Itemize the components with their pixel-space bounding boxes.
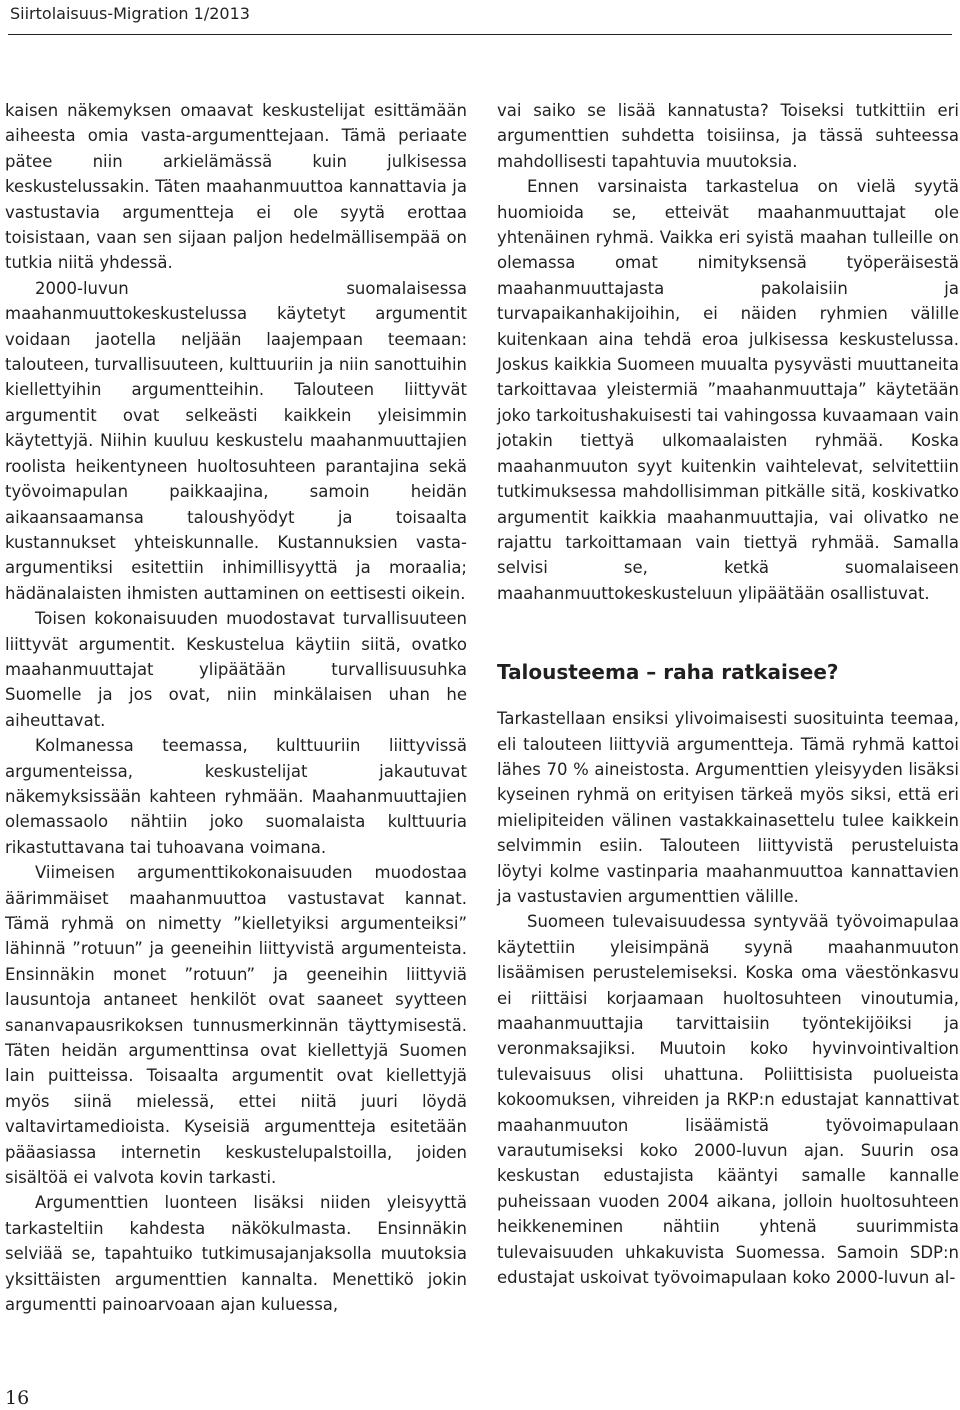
body-paragraph: Viimeisen argumenttikokonaisuuden muodostaa äärimmäiset maahanmuuttoa vastustavat kannat. Tämä ryhmä on nimetty ”kielletyiksi argumenteiksi” lähinnä ”rotuun” ja geeneihin liittyvistä argumenteista. Ensinnäkin monet ”rotuun” ja geeneihin liittyviä lausuntoja antaneet henkilöt ovat saaneet syytteen sananvapausrikoksen tunnusmerkinnän täyttymisestä. Täten heidän argumenttinsa ovat kiellettyjä Suomen lain puitteissa. Toisaalta argumentit ovat kiellettyjä myös siinä mielessä, ettei niitä juuri löydä valtavirtamedioista. Kyseisiä argumentteja esitetään pääasiassa internetin keskustelupalstoilla, joiden sisältöä ei valvota kovin tarkasti. bbox=[5, 863, 467, 1188]
body-paragraph: Suomeen tulevaisuudessa syntyvää työvoimapulaa käytettiin yleisimpänä syynä maahanmuuton lisäämisen perustelemiseksi. Koska oma väestönkasvu ei riittäisi korjaamaan huoltosuhteen vinoutumia, maahanmuuttajia tarvittaisiin työntekijöiksi ja veronmaksajiksi. Muutoin koko hyvinvointivaltion tulevaisuus olisi uhattuna. Poliittisista puolueista kokoomuksen, vihreiden ja RKP:n edustajat kannattivat maahanmuuton lisäämistä työvoimapulaan varautumiseksi koko 2000-luvun ajan. Suurin osa keskustan edustajista kääntyi samalle kannalle puheissaan vuoden 2004 aikana, jolloin huoltosuhteen heikkeneminen nähtiin yhtenä suurimmista tulevaisuuden uhkakuvista Suomessa. Samoin SDP:n edustajat uskoivat työvoimapulaan koko 2000-luvun al- bbox=[497, 912, 959, 1288]
right-column bbox=[497, 98, 959, 1290]
body-paragraph: Toisen kokonaisuuden muodostavat turvallisuuteen liittyvät argumentit. Keskustelua käytiin siitä, ovatko maahanmuuttajat ylipäätään turvallisuusuhka Suomelle ja jos ovat, niin minkälaisen uhan he aiheuttavat. bbox=[5, 609, 467, 730]
body-paragraph: Argumenttien luonteen lisäksi niiden yleisyyttä tarkasteltiin kahdesta näkökulmasta. Ensinnäkin selviää se, tapahtuiko tutkimusajanjaksolla muutoksia yksittäisten argumenttien kannalta. Menettikö jokin argumentti painoarvoaan ajan kuluessa, bbox=[5, 1193, 467, 1315]
section-heading: Talousteema – raha ratkaisee? bbox=[497, 660, 839, 685]
journal-title: Siirtolaisuus-Migration 1/2013 bbox=[10, 4, 250, 23]
section-spacer bbox=[497, 606, 959, 659]
running-header bbox=[8, 0, 952, 35]
section-spacer bbox=[497, 685, 959, 706]
body-paragraph: Kolmanessa teemassa, kulttuuriin liittyvissä argumenteissa, keskustelijat jakautuvat näkemyksissään kahteen ryhmään. Maahanmuuttajien olemassaolo nähtiin joko suomalaista kulttuuria rikastuttavana tai tuhoavana voimana. bbox=[5, 736, 467, 857]
body-paragraph: Tarkastellaan ensiksi ylivoimaisesti suosituinta teemaa, eli talouteen liittyviä argumentteja. Tämä ryhmä kattoi lähes 70 % aineistosta. Argumenttien yleisyyden lisäksi kyseinen ryhmä on erityisen tärkeä myös siksi, että eri mielipiteiden välinen vastakkainasettelu tulee kaikkein selvimmin esiin. Talouteen liittyvistä perusteluista löytyi kolme vastinparia maahanmuuttoa kannattavien ja vastustavien argumenttien välille. bbox=[497, 709, 959, 906]
page-number: 16 bbox=[5, 1387, 30, 1409]
body-paragraph: 2000-luvun suomalaisessa maahanmuuttokeskustelussa käytetyt argumentit voidaan jaotella neljään laajempaan teemaan: talouteen, turvallisuuteen, kulttuuriin ja niin sanottuihin kiellettyihin argumentteihin. Talouteen liittyvät argumentit ovat selkeästi kaikkein yleisimmin käytettyjä. Niihin kuuluu keskustelu maahanmuuttajien roolista heikentyneen huoltosuhteen parantajina sekä työvoimapulan paikkaajina, samoin heidän aikaansaamansa taloushyödyt ja toisaalta kustannukset yhteiskunnalle. Kustannuksien vasta-argumentiksi esitettiin inhimillisyyttä ja moraalia; hädänalaisten ihmisten auttaminen on eettisesti oikein. bbox=[5, 278, 467, 603]
body-paragraph: vai saiko se lisää kannatusta? Toiseksi tutkittiin eri argumenttien suhdetta toisiinsa, ja tässä suhteessa mahdollisesti tapahtuvia muutoksia. bbox=[497, 101, 959, 171]
left-column bbox=[5, 98, 467, 1318]
body-paragraph: kaisen näkemyksen omaavat keskustelijat esittämään aiheesta omia vasta-argumenttejaan. Tämä periaate pätee niin arkielämässä kuin julkisessa keskustelussakin. Täten maahanmuuttoa kannattavia ja vastustavia argumentteja ei ole syytä erottaa toisistaan, vaan sen sijaan paljon hedelmällisempää on tutkia niitä yhdessä. bbox=[5, 101, 467, 273]
body-paragraph: Ennen varsinaista tarkastelua on vielä syytä huomioida se, etteivät maahanmuuttajat ole yhtenäinen ryhmä. Vaikka eri syistä maahan tulleille on olemassa omat nimityksensä työperäisestä maahanmuuttajasta pakolaisiin ja turvapaikanhakijoihin, ei näiden ryhmien välille kuitenkaan aina tehdä eroa julkisessa keskustelussa. Joskus kaikkia Suomeen muualta pysyvästi muuttaneita tarkoittavaa yleistermiä ”maahanmuuttaja” käytetään joko tarkoitushakuisesti tai vahingossa kuvaamaan vain jotakin tiettyä ulkomaalaisten ryhmää. Koska maahanmuuton syyt kuitenkin vaihtelevat, selvitettiin tutkimuksessa mahdollisimman pitkälle sitä, koskivatko argumentit kaikkia maahanmuuttajia, vai olivatko ne rajattu tarkoittamaan vain tiettyä ryhmää. Samalla selvisi se, ketkä suomalaiseen maahanmuuttokeskusteluun ylipäätään osallistuvat. bbox=[497, 177, 959, 603]
